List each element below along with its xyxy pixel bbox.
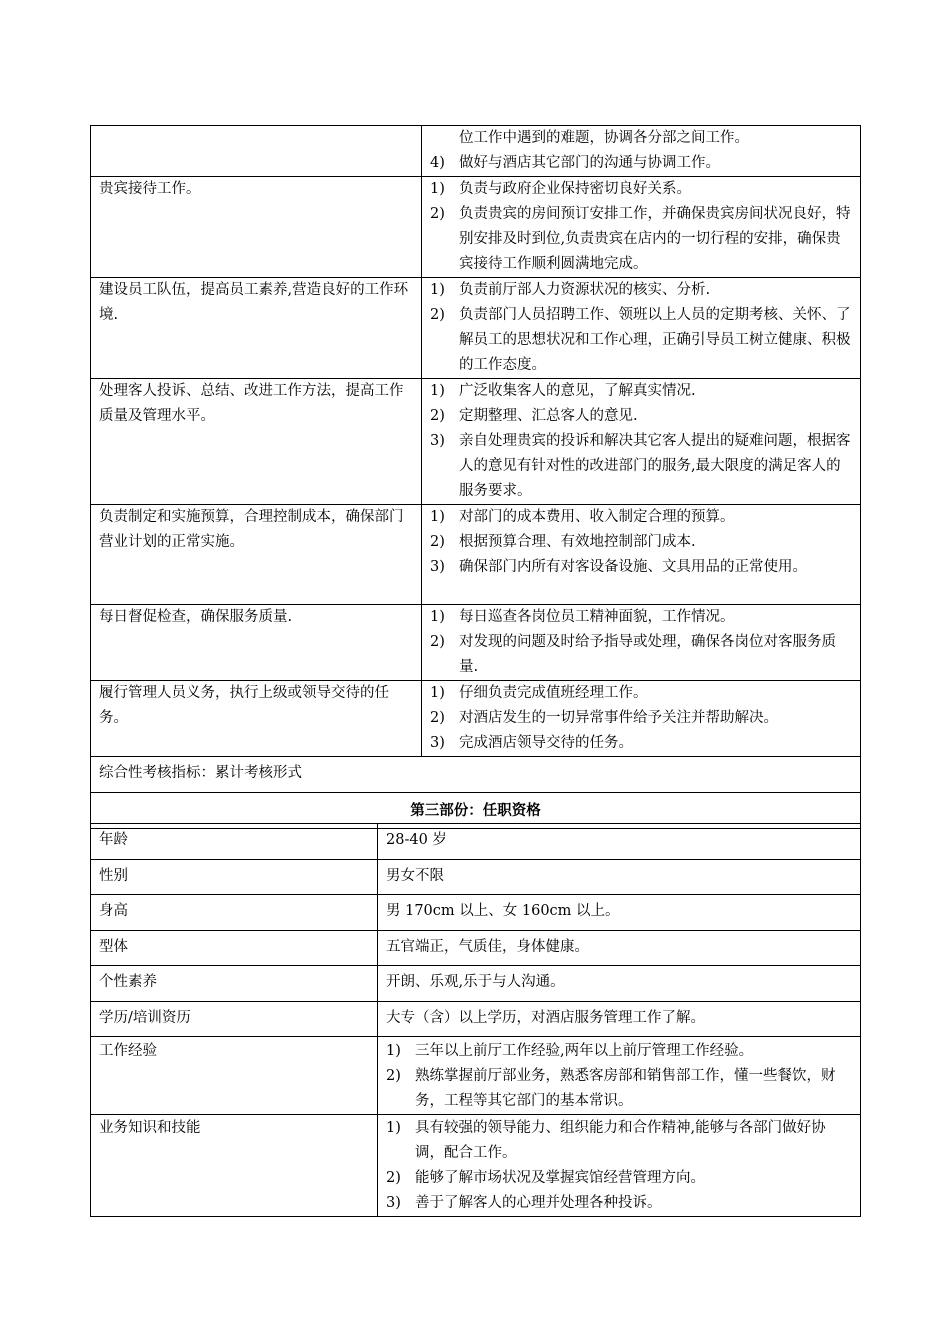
list-item: 2) 定期整理、汇总客人的意见.	[430, 408, 638, 424]
section-title: 第三部份：任职资格	[91, 793, 861, 829]
qual-row	[91, 1115, 861, 1217]
qual-value: 28-40 岁	[378, 824, 861, 860]
list-item: 1) 负责与政府企业保持密切良好关系。	[430, 181, 691, 197]
duty-tasks	[422, 681, 861, 757]
duty-area: 处理客人投诉、总结、改进工作方法，提高工作质量及管理水平。	[91, 379, 422, 505]
summary-row	[91, 757, 861, 793]
list-item: 1) 每日巡查各岗位员工精神面貌，工作情况。	[430, 609, 735, 625]
qual-value: 开朗、乐观,乐于与人沟通。	[378, 966, 861, 1002]
qual-label: 年龄	[91, 824, 378, 860]
qual-row	[91, 1001, 861, 1037]
list-item: 1) 具有较强的领导能力、组织能力和合作精神,能够与各部门做好协调，配合工作。	[386, 1120, 826, 1161]
duty-row	[91, 681, 861, 757]
qual-label: 个性素养	[91, 966, 378, 1002]
qual-label: 身高	[91, 895, 378, 931]
duty-row	[91, 605, 861, 681]
list-item: 2) 根据预算合理、有效地控制部门成本.	[430, 534, 696, 550]
duty-area: 每日督促检查，确保服务质量.	[91, 605, 422, 681]
duty-tasks	[422, 379, 861, 505]
list-item: 3) 善于了解客人的心理并处理各种投诉。	[386, 1195, 662, 1211]
duty-tasks	[422, 177, 861, 278]
qual-row	[91, 895, 861, 931]
list-item: 2) 熟练掌握前厅部业务，熟悉客房部和销售部工作，懂一些餐饮，财务，工程等其它部门的基本常识。	[386, 1068, 836, 1109]
qual-row	[91, 966, 861, 1002]
duty-area: 负责制定和实施预算，合理控制成本，确保部门营业计划的正常实施。	[91, 505, 422, 605]
list-item: 1) 三年以上前厅工作经验,两年以上前厅管理工作经验。	[386, 1043, 754, 1059]
qual-value: 男 170cm 以上、女 160cm 以上。	[378, 895, 861, 931]
list-item: 3) 确保部门内所有对客设备设施、文具用品的正常使用。	[430, 559, 807, 575]
duty-area: 贵宾接待工作。	[91, 177, 422, 278]
list-item: 4) 做好与酒店其它部门的沟通与协调工作。	[430, 155, 720, 171]
qual-value	[378, 1115, 861, 1217]
list-item: 3) 亲自处理贵宾的投诉和解决其它客人提出的疑难问题，根据客人的意见有针对性的改进部门的服务,最大限度的满足客人的服务要求。	[430, 433, 851, 499]
duty-row	[91, 505, 861, 605]
qual-row	[91, 859, 861, 895]
duty-tasks	[422, 505, 861, 605]
list-item: 2) 对酒店发生的一切异常事件给予关注并帮助解决。	[430, 710, 778, 726]
summary-text: 综合性考核指标：累计考核形式	[91, 757, 861, 793]
list-item: 位工作中遇到的难题，协调各分部之间工作。	[459, 130, 749, 146]
duty-area: 履行管理人员义务，执行上级或领导交待的任务。	[91, 681, 422, 757]
duties-table	[90, 125, 861, 829]
qual-value: 五官端正，气质佳，身体健康。	[378, 930, 861, 966]
list-item: 1) 广泛收集客人的意见，了解真实情况.	[430, 383, 696, 399]
duty-area: 建设员工队伍，提高员工素养,营造良好的工作环境.	[91, 278, 422, 379]
qual-value: 男女不限	[378, 859, 861, 895]
list-item: 2) 负责贵宾的房间预订安排工作，并确保贵宾房间状况良好，特别安排及时到位,负责贵宾在店内的一切行程的安排，确保贵宾接待工作顺利圆满地完成。	[430, 206, 851, 272]
qual-label: 型体	[91, 930, 378, 966]
qual-value	[378, 1037, 861, 1115]
qualifications-table	[90, 823, 861, 1217]
duty-row	[91, 379, 861, 505]
qual-row	[91, 930, 861, 966]
duty-row	[91, 126, 861, 177]
duty-tasks	[422, 126, 861, 177]
qual-row	[91, 1037, 861, 1115]
qual-value: 大专（含）以上学历，对酒店服务管理工作了解。	[378, 1001, 861, 1037]
qual-label: 学历/培训资历	[91, 1001, 378, 1037]
duty-tasks	[422, 278, 861, 379]
qual-label: 性别	[91, 859, 378, 895]
list-item: 2) 负责部门人员招聘工作、领班以上人员的定期考核、关怀、了解员工的思想状况和工作心理，正确引导员工树立健康、积极的工作态度。	[430, 307, 851, 373]
duty-area	[91, 126, 422, 177]
duty-tasks	[422, 605, 861, 681]
qual-label: 工作经验	[91, 1037, 378, 1115]
duty-row	[91, 177, 861, 278]
list-item: 2) 对发现的问题及时给予指导或处理，确保各岗位对客服务质量.	[430, 634, 836, 675]
list-item: 1) 对部门的成本费用、收入制定合理的预算。	[430, 509, 735, 525]
list-item: 1) 负责前厅部人力资源状况的核实、分析.	[430, 282, 711, 298]
list-item: 1) 仔细负责完成值班经理工作。	[430, 685, 648, 701]
list-item: 3) 完成酒店领导交待的任务。	[430, 735, 633, 751]
duty-row	[91, 278, 861, 379]
qual-row	[91, 824, 861, 860]
qual-label: 业务知识和技能	[91, 1115, 378, 1217]
list-item: 2) 能够了解市场状况及掌握宾馆经营管理方向。	[386, 1170, 705, 1186]
